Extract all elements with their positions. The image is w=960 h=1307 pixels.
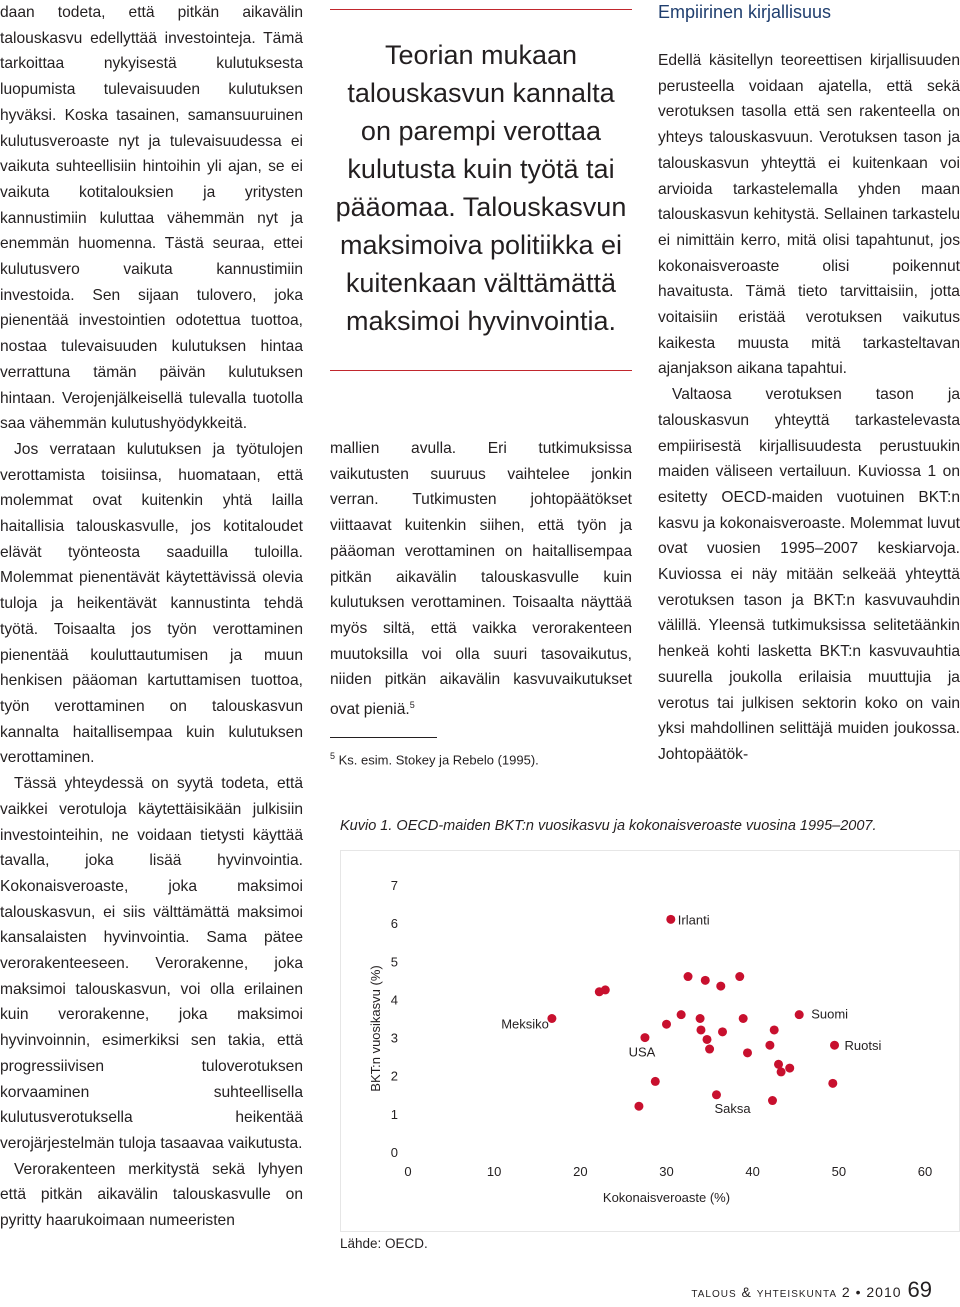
footnote-number: 5: [330, 751, 336, 761]
data-point: [640, 1033, 649, 1042]
body-paragraph: Edellä käsitellyn teoreettisen kirjallisuuden perusteella voidaan ajatella, että sekä verotuksen tasolla että sen rakenteella on yhteys talouskasvuun. Verotuksen tason ja talouskasvun yhteyttä ei kuitenkaan voi arvioida tarkastelemalla yhden maan talouskasvun kehitystä. Sellainen tarkastelu ei nimittäin kerro, mitä olisi tapahtunut, jos kokonaisveroaste olisi poikennut havaitusta. Tämä tieto tarvittaisiin, jotta voitaisiin eristää verotuksen vaikutus kaikesta muusta mitä tarkasteltavan ajanjakson aikana tapahtui.: [658, 52, 960, 378]
pull-quote: Teorian mukaan talouskasvun kannalta on parempi verottaa kulutusta kuin työtä tai pääomaa. Talouskasvun maksimoiva politiikka ei kuitenkaan välttämättä maksimoi hyvinvointia.: [335, 40, 627, 336]
data-point: [768, 1096, 777, 1105]
pullquote-rule-top: [330, 9, 632, 10]
y-tick-label: 5: [390, 954, 398, 970]
data-point: [830, 1041, 839, 1050]
data-point: [743, 1048, 752, 1057]
x-tick-label: 40: [745, 1164, 760, 1179]
point-label: Saksa: [714, 1100, 751, 1116]
data-point: [777, 1067, 786, 1076]
page-number: 69: [907, 1277, 932, 1302]
footnote-ref[interactable]: 5: [409, 700, 415, 711]
point-label: Ruotsi: [844, 1038, 882, 1054]
data-point: [696, 1014, 705, 1023]
footnote-rule: [330, 737, 437, 738]
data-point: [634, 1102, 643, 1111]
data-point: [774, 1060, 783, 1069]
column-left: [0, 0, 303, 1234]
point-label: Meksiko: [501, 1016, 549, 1032]
section-heading: Empiirinen kirjallisuus: [658, 2, 832, 22]
point-label: Irlanti: [677, 912, 710, 928]
data-point: [666, 915, 675, 924]
y-tick-label: 3: [390, 1030, 398, 1046]
x-tick-label: 50: [831, 1164, 847, 1179]
footnote-text: Ks. esim. Stokey ja Rebelo (1995).: [338, 752, 539, 768]
x-tick-label: 0: [404, 1164, 412, 1179]
point-label: USA: [628, 1044, 656, 1060]
data-point: [702, 1035, 711, 1044]
footnote: [330, 746, 539, 770]
data-point: [828, 1079, 837, 1088]
data-point: [696, 1025, 705, 1034]
body-paragraph: Tässä yhteydessä on syytä todeta, että vaikkei verotuloja käytettäisikään julkisiin investointeihin, ne voidaan tietysti käyttää tavalla, joka lisää hyvinvointia. Kokonaisveroaste, joka maksimoi talouskasvun, ei siis välttämättä maksimoi kansalaisten hyvinvointia. Sama pätee verorakenteeseen. Verorakenne, joka maksimoi talouskasvun, voi olla erilainen kuin verorakenne, joka maksimoi hyvinvoinnin, esimerkiksi sen takia, että progressiivisen tuloverotuksen korvaaminen suhteellisella kulutusverotuksella heikentää verojärjestelmän tuloja tasaavaa vaikutusta.: [0, 775, 303, 1152]
column-right: [658, 48, 960, 768]
body-paragraph: Valtaosa verotuksen tason ja talouskasvun yhteyttä tarkastelevasta empiirisestä kirjallisuudesta perustuukin maiden väliseen vertailuun. Kuviossa 1 on esitetty OECD-maiden vuotuinen BKT:n kasvu ja kokonaisveroaste. Molemmat luvut ovat vuosien 1995–2007 keskiarvoja. Kuviossa ei näy mitään selkeää yhteyttä verotuksen tason ja BKT:n kasvuvauhdin välillä. Yleensä tutkimuksissa selitetäänkin henkeä kohti lasketta BKT:n kasvuvauhtia suurella joukolla erilaisia muuttujia ja verotus tai julkisen sektorin koko on vain yksi mahdollinen selittäjä muiden joukossa. Johtopäätök-: [658, 386, 960, 763]
y-tick-label: 7: [390, 878, 398, 893]
data-point: [735, 972, 744, 981]
data-point: [716, 982, 725, 991]
scatter-chart: [340, 850, 960, 1232]
data-point: [718, 1027, 727, 1036]
paragraph-text: mallien avulla. Eri tutkimuksissa vaikutusten suuruus vaihtelee jonkin verran. Tutkimusten johtopäätökset viittaavat kuitenkin siihen, että työn ja pääoman verottaminen on haitallisempaa pitkän aikavälin talouskasvulle kuin kulutuksen verottaminen. Toisaalta näyttää myös siltä, että vaikka verorakenteen muutoksilla voi olla suuri tasovaikutus, niiden pitkän aikavälin kasvuvaikutukset ovat pieniä.: [330, 440, 632, 719]
point-label: Suomi: [811, 1006, 849, 1022]
y-tick-label: 1: [390, 1106, 398, 1122]
body-paragraph: daan todeta, että pitkän aikavälin talouskasvu edellyttää investointeja. Tämä tarkoittaa nykyisestä kulutuksesta luopumista tulevaisuuden kulutuksen hyväksi. Koska tasainen, samansuuruinen kulutusveroaste nyt ja tulevaisuudessa ei vaikuta suhteellisiin hintoihin yli ajan, se ei vaikuta kotitalouksien ja yritysten kannustimiin kuluttaa vähemmän nyt ja enemmän huomenna. Tästä seuraa, ettei kulutusvero vaikuta kannustimiin investoida. Sen sijaan tulovero, joka pienentää investointien odotettua tuottoa, nostaa tulevaisuuden kulutuksen hintaa verrattuna tämän päivän kulutuksen hintaan. Verojenjälkeisellä tulevalla tuotolla saa vähemmän kulutushyödykkeitä.: [0, 4, 303, 433]
data-point: [601, 985, 610, 994]
figure-source: Lähde: OECD.: [340, 1236, 428, 1251]
data-point: [770, 1025, 779, 1034]
y-tick-label: 4: [390, 992, 398, 1008]
column-middle: [330, 436, 632, 723]
journal-name: talous & yhteiskunta 2 • 2010: [691, 1284, 902, 1300]
pullquote-rule-bottom: [330, 370, 632, 371]
data-point: [684, 972, 693, 981]
data-point: [662, 1020, 671, 1029]
body-paragraph: [330, 436, 632, 723]
data-point: [651, 1077, 660, 1086]
data-point: [677, 1010, 686, 1019]
x-tick-label: 60: [917, 1164, 933, 1179]
data-point: [765, 1041, 774, 1050]
y-tick-label: 6: [390, 916, 398, 932]
figure-caption: Kuvio 1. OECD-maiden BKT:n vuosikasvu ja kokonaisveroaste vuosina 1995–2007.: [340, 818, 877, 834]
data-point: [701, 976, 710, 985]
data-point: [705, 1045, 714, 1054]
page-footer: [691, 1277, 932, 1303]
y-tick-label: 0: [390, 1145, 398, 1160]
data-point: [785, 1064, 794, 1073]
y-axis-label: BKT:n vuosikasvu (%): [368, 965, 383, 1092]
body-paragraph: Verorakenteen merkitystä sekä lyhyen että pitkän aikavälin talouskasvulle on pyritty haarukoimaan numeeristen: [0, 1160, 303, 1230]
x-tick-label: 20: [573, 1164, 588, 1179]
x-axis-label: Kokonaisveroaste (%): [602, 1190, 731, 1205]
data-point: [712, 1090, 721, 1099]
body-paragraph: Jos verrataan kulutuksen ja työtulojen verottamista toisiinsa, huomataan, että molemmat ovat kuitenkin yhtä lailla haitallisia talouskasvulle, jos kotitaloudet elävät työnteosta saaduilla tuloilla. Molemmat pienentävät käytettävissä olevia tuloja ja heikentävät kannustinta tehdä työtä. Toisaalta jos työn verottaminen pienentää kouluttautumisen ja muun henkisen pääoman kartuttamisen tuottoa, työn verottaminen on talouskasvun kannalta haitallisempaa kuin kulutuksen verottaminen.: [0, 440, 303, 767]
data-point: [739, 1014, 748, 1023]
x-tick-label: 30: [659, 1164, 674, 1179]
data-point: [795, 1010, 804, 1019]
y-tick-label: 2: [390, 1068, 398, 1084]
x-tick-label: 10: [486, 1164, 502, 1179]
